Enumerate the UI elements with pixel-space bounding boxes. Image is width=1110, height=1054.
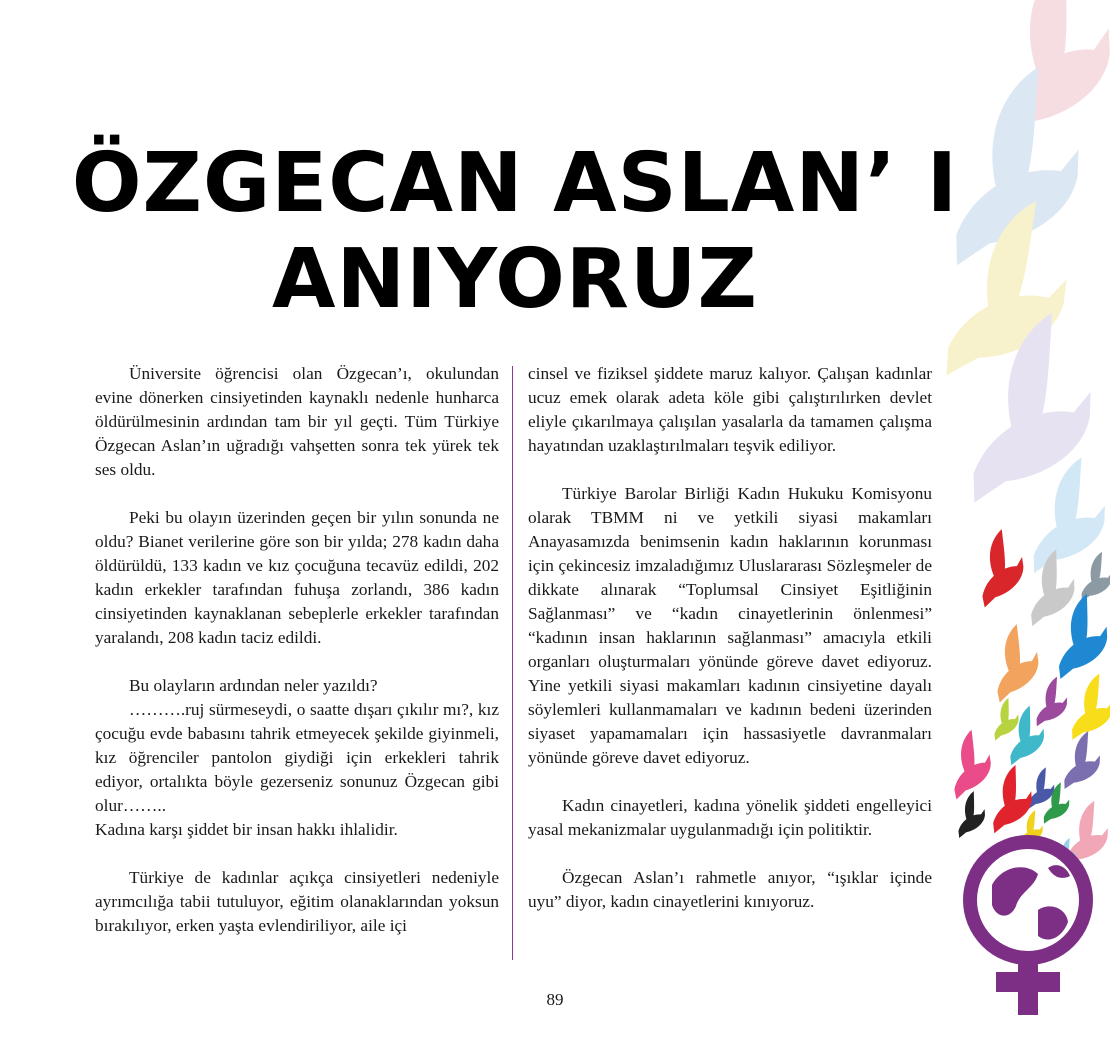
paragraph: Kadına karşı şiddet bir insan hakkı ihlalidir. bbox=[95, 820, 398, 839]
paragraph: Türkiye Barolar Birliği Kadın Hukuku Komisyonu olarak TBMM ni ve yetkili siyasi makamları Anayasamızda benimsenin kadın haklarının korunması için çekincesiz imzaladığımız Uluslararası Sözleşmeler de dikkate alınarak “Toplumsal Cinsiyet Eşitliğinin Sağlanması” ve “kadın cinayetlerinin önlenmesi” “kadının insan haklarının sağlanması” amacıyla etkili organları oluşturmaları yönünde göreve davet ediyoruz. Yine yetkili siyasi makamları kadının cinsiyetine dayalı söylemleri kullanmamaları ve kadının bedeni üzerinden siyaset yapamamaları için hassasiyetle davranmaları yönünde göreve davet ediyoruz. bbox=[528, 484, 932, 767]
dove-icon bbox=[981, 697, 1024, 740]
title-line-2: ANIYORUZ bbox=[272, 232, 758, 327]
paragraph: Peki bu olayın üzerinden geçen bir yılın sonunda ne oldu? Bianet verilerine göre son bir yılda; 278 kadın daha öldürüldü, 133 kadın ve kız çocuğuna tecavüz edildi, 202 kadın erkekler tarafından fuhuşa zorlandı, 386 kadın cinsiyetinden kaynaklanan sebeplerle erkekler tarafından yaralandı, 208 kadın taciz edildi. bbox=[95, 508, 499, 647]
column-divider bbox=[512, 366, 513, 960]
doves-decoration bbox=[930, 0, 1110, 1054]
paragraph: ……….ruj sürmeseydi, o saatte dışarı çıkılır mı?, kız çocuğu evde babasını tahrik etmeyecek şekilde giyinmeli, kız öğrenciler pantolon giydiği için erkekleri tahrik ediyor, ortalıkta böyle gezerseniz sonunuz Özgecan gibi olur…….. bbox=[95, 700, 499, 815]
dove-icon bbox=[930, 728, 1001, 799]
female-symbol-globe-icon bbox=[970, 842, 1086, 1015]
dove-icon bbox=[955, 527, 1035, 607]
dove-icon bbox=[1068, 551, 1110, 601]
paragraph: Üniversite öğrencisi olan Özgecan’ı, okulundan evine dönerken cinsiyetinden kaynaklı nedenle hunharca öldürülmesinin ardından tam bir yıl geçti. Tüm Türkiye Özgecan Aslan’ın uğradığı vahşetten sonra tek yürek tek ses oldu. bbox=[95, 364, 499, 479]
page-number: 89 bbox=[546, 990, 564, 1009]
title-line-1: ÖZGECAN ASLAN’ I bbox=[71, 136, 959, 231]
paragraph: Türkiye de kadınlar açıkça cinsiyetleri nedeniyle ayrımcılığa tabii tutuluyor, eğitim olanaklarından yoksun bırakılıyor, erken yaşta evlendiriliyor, aile içi bbox=[95, 868, 499, 935]
paragraph: cinsel ve fiziksel şiddete maruz kalıyor. Çalışan kadınlar ucuz emek olarak adeta köle gibi çalıştırılırken devlet eliyle çıkarılmaya çalışılan yasalarla da tamamen çalışma hayatından uzaklaştırılmaları teşvik ediliyor. bbox=[528, 364, 932, 455]
page-title bbox=[40, 136, 990, 328]
paragraph: Özgecan Aslan’ı rahmetle anıyor, “ışıklar içinde uyu” diyor, kadın cinayetlerini kınıyoruz. bbox=[528, 868, 932, 911]
paragraph: Kadın cinayetleri, kadına yönelik şiddeti engelleyici yasal mekanizmalar uygulanmadığı için politiktir. bbox=[528, 796, 932, 839]
dove-icon bbox=[970, 622, 1050, 702]
left-column bbox=[95, 362, 499, 962]
right-column bbox=[528, 362, 932, 938]
dove-icon bbox=[944, 790, 991, 838]
dove-icon bbox=[1049, 730, 1107, 789]
paragraph: Bu olayların ardından neler yazıldı? bbox=[129, 676, 378, 695]
dove-icon bbox=[1023, 676, 1073, 726]
